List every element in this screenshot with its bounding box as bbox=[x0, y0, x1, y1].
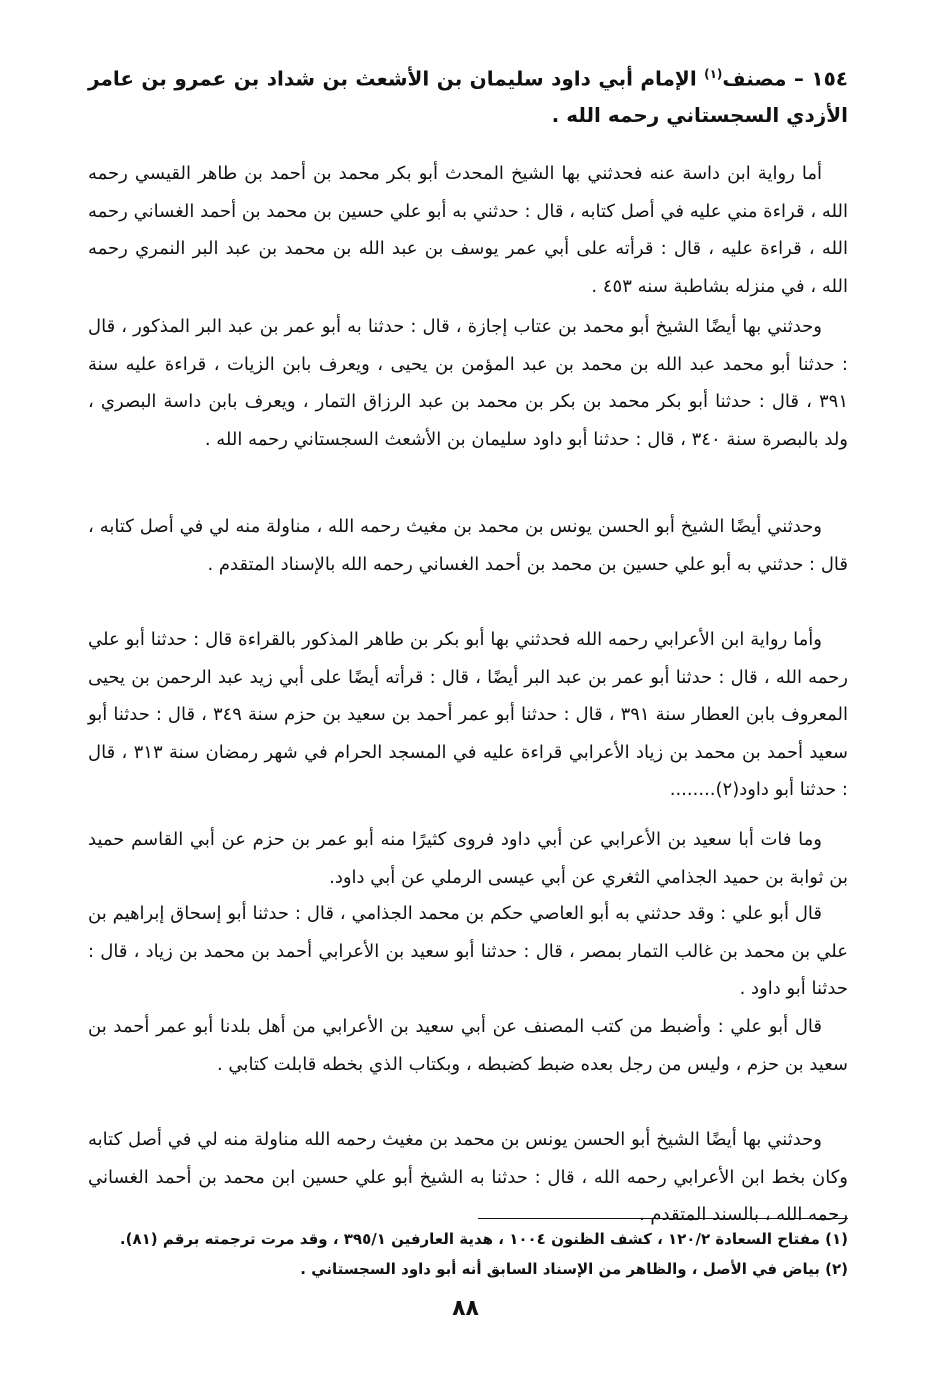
entry-title-rest: الإمام أبي داود سليمان بن الأشعث بن شداد بن عمرو بن عامر الأزدي السجستاني رحمه الله . bbox=[88, 66, 848, 127]
paragraph: أما رواية ابن داسة عنه فحدثني بها الشيخ المحدث أبو بكر محمد بن أحمد بن طاهر القيسي رحمه الله ، قراءة مني عليه في أصل كتابه ، قال : حدثني به أبو علي حسين بن محمد بن أحمد الغساني رحمه الله ، قراءة عليه ، قال : قرأته على أبي عمر يوسف بن عبد الله بن محمد بن عبد البر النمري رحمه الله ، في منزله بشاطبة سنه ٤٥٣ . bbox=[88, 163, 848, 297]
paragraph: وما فات أبا سعيد بن الأعرابي عن أبي داود فروى كثيرًا منه أبو عمر بن حزم عن أبي القاسم حميد بن ثوابة بن حميد الجذامي الثغري عن أبي عيسى الرملي عن أبي داود. bbox=[88, 829, 848, 888]
footnote-marker: (١) bbox=[704, 67, 723, 81]
paragraph: قال أبو علي : وقد حدثني به أبو العاصي حكم بن محمد الجذامي ، قال : حدثنا أبو إسحاق إبراهيم بن علي بن محمد بن غالب التمار بمصر ، قال : حدثنا أبو سعيد بن الأعرابي أحمد بن محمد بن زياد ، قال : حدثنا أبو داود . bbox=[88, 903, 848, 999]
paragraph: وحدثني أيضًا الشيخ أبو الحسن يونس بن محمد بن مغيث رحمه الله ، مناولة منه لي في أصل كتابه ، قال : حدثني به أبو علي حسين بن محمد بن أحمد الغساني رحمه الله بالإسناد المتقدم . bbox=[88, 516, 848, 575]
entry-lead: مصنف bbox=[722, 66, 787, 91]
footnote-divider bbox=[478, 1218, 848, 1219]
paragraph: قال أبو علي : وأضبط من كتب المصنف عن أبي سعيد بن الأعرابي من أهل بلدنا أبو عمر أحمد بن سعيد بن حزم ، وليس من رجل بعده ضبط كضبطه ، وبكتاب الذي بخطه قابلت كتابي . bbox=[88, 1016, 848, 1075]
footnote: (١) مفتاح السعادة ١٢٠/٢ ، كشف الظنون ١٠٠٤ ، هدية العارفين ٣٩٥/١ ، وقد مرت ترجمته برقم (٨١). bbox=[119, 1230, 848, 1248]
paragraph: وحدثني بها أيضًا الشيخ أبو محمد بن عتاب إجازة ، قال : حدثنا به أبو عمر بن عبد البر المذكور ، قال : حدثنا أبو محمد عبد الله بن محمد بن عبد المؤمن بن يحيى ، ويعرف بابن الزيات ، قراءة عليه سنة ٣٩١ ، قال : حدثنا أبو بكر محمد بن بكر بن محمد بن عبد الرزاق التمار ، ويعرف بابن داسة البصري ، ولد بالبصرة سنة ٣٤٠ ، قال : حدثنا أبو داود سليمان بن الأشعث السجستاني رحمه الله . bbox=[88, 316, 848, 450]
footnote: (٢) بياض في الأصل ، والظاهر من الإسناد السابق أنه أبو داود السجستاني . bbox=[300, 1260, 848, 1278]
page-number: ٨٨ bbox=[452, 1296, 479, 1321]
paragraph: وأما رواية ابن الأعرابي رحمه الله فحدثني بها أبو بكر بن طاهر المذكور بالقراءة قال : حدثنا أبو علي رحمه الله ، قال : حدثنا أبو عمر بن عبد البر أيضًا ، قال : قرأته أيضًا على أبي زيد عبد الرحمن بن يحيى المعروف بابن العطار سنة ٣٩١ ، قال : حدثنا أبو عمر أحمد بن سعيد بن حزم سنة ٣٤٩ ، قال : حدثنا أبو سعيد أحمد بن محمد بن زياد الأعرابي قراءة عليه في المسجد الحرام في شهر رمضان سنة ٣١٣ ، قال : حدثنا أبو داود(٢)........ bbox=[88, 629, 848, 800]
entry-number: ١٥٤ – bbox=[786, 66, 848, 91]
entry-heading bbox=[88, 56, 848, 133]
paragraph: وحدثني بها أيضًا الشيخ أبو الحسن يونس بن محمد بن مغيث رحمه الله مناولة منه لي في أصل كتابه وكان بخط ابن الأعرابي رحمه الله ، قال : حدثنا به الشيخ أبو علي حسين ابن محمد بن أحمد الغساني رحمه الله ، بالسند المتقدم . bbox=[88, 1129, 848, 1225]
